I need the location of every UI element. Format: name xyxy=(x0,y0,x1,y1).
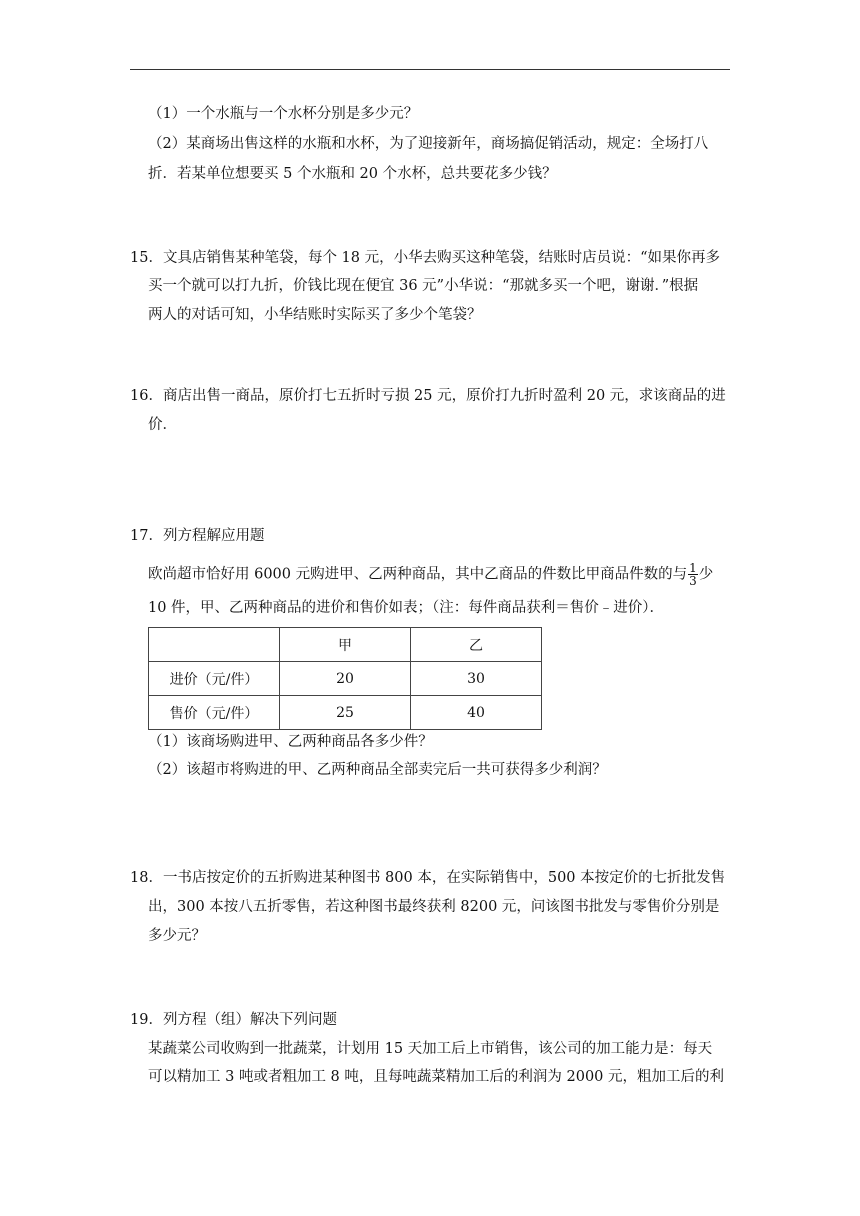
fraction-numerator: 1 xyxy=(689,561,697,575)
q14-sub1: （1）一个水瓶与一个水杯分别是多少元？ xyxy=(148,106,419,122)
table-row xyxy=(149,696,542,730)
q14-sub2-line2: 折．若某单位想要买 5 个水瓶和 20 个水杯，总共要花多少钱？ xyxy=(148,166,557,182)
q16-line2: 价． xyxy=(148,417,177,433)
q15-line3: 两人的对话可知，小华结账时实际买了多少个笔袋？ xyxy=(148,307,482,323)
q15-line2: 买一个就可以打九折，价钱比现在便宜 36 元”小华说：“那就多买一个吧，谢谢．”根据 xyxy=(148,278,699,294)
table-header-jia: 甲 xyxy=(280,628,411,662)
table-cell: 30 xyxy=(411,662,542,696)
table-cell: 40 xyxy=(411,696,542,730)
q18-line2: 出，300 本按八五折零售，若这种图书最终获利 8200 元，问该图书批发与零售价分别是 xyxy=(148,899,720,915)
q16-line1: 16．商店出售一商品，原价打七五折时亏损 25 元，原价打九折时盈利 20 元，求该商品的进 xyxy=(130,388,726,404)
table-header-yi: 乙 xyxy=(411,628,542,662)
price-table xyxy=(148,627,542,730)
header-rule xyxy=(130,69,730,70)
table-row xyxy=(149,662,542,696)
table-header-row xyxy=(149,628,542,662)
q18-line1: 18．一书店按定价的五折购进某种图书 800 本，在实际销售中，500 本按定价的七折批发售 xyxy=(130,870,726,886)
q19-line1: 某蔬菜公司收购到一批蔬菜，计划用 15 天加工后上市销售，该公司的加工能力是：每天 xyxy=(148,1041,713,1057)
table-row-label: 售价（元/件） xyxy=(149,696,280,730)
one-third-fraction xyxy=(688,562,698,587)
q17-line1 xyxy=(148,562,713,587)
q17-sub1: （1）该商场购进甲、乙两种商品各多少件？ xyxy=(148,734,433,750)
q19-line2: 可以精加工 3 吨或者粗加工 8 吨，且每吨蔬菜精加工后的利润为 2000 元，粗加工后的利 xyxy=(148,1069,725,1085)
q17-line2: 10 件，甲、乙两种商品的进价和售价如表；（注：每件商品获利＝售价﹣进价）． xyxy=(148,600,665,616)
q18-line3: 多少元？ xyxy=(148,928,206,944)
q17-line1-text: 欧尚超市恰好用 6000 元购进甲、乙两种商品，其中乙商品的件数比甲商品件数的与 xyxy=(148,566,688,583)
q17-sub2: （2）该超市将购进的甲、乙两种商品全部卖完后一共可获得多少利润？ xyxy=(148,762,607,778)
table-row-label: 进价（元/件） xyxy=(149,662,280,696)
table-cell xyxy=(149,628,280,662)
q19-heading: 19．列方程（组）解决下列问题 xyxy=(130,1012,337,1028)
q15-line1: 15．文具店销售某种笔袋，每个 18 元，小华去购买这种笔袋，结账时店员说：“如果你再多 xyxy=(130,250,721,266)
q17-line1-end: 少 xyxy=(698,566,714,583)
table-cell: 25 xyxy=(280,696,411,730)
fraction-denominator: 3 xyxy=(689,574,697,588)
table-cell: 20 xyxy=(280,662,411,696)
q14-sub2-line1: （2）某商场出售这样的水瓶和水杯，为了迎接新年，商场搞促销活动，规定：全场打八 xyxy=(148,136,709,152)
q17-heading: 17．列方程解应用题 xyxy=(130,528,265,544)
